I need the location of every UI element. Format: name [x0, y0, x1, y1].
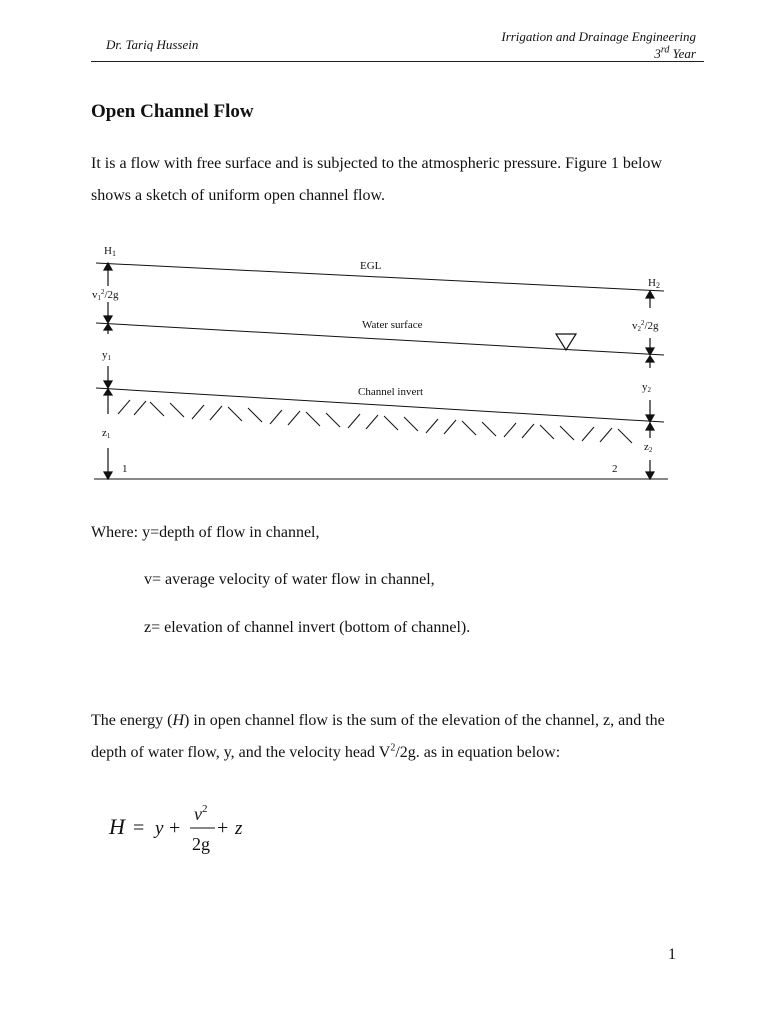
label-h2: H2: [648, 277, 660, 290]
eq-lhs: H: [109, 814, 125, 839]
eq-plus2: +: [217, 817, 229, 839]
label-h1: H1: [104, 245, 116, 258]
definition-v: v= average velocity of water flow in channel,: [144, 571, 435, 588]
label-z2: z2: [644, 441, 653, 454]
header-course-info: [501, 28, 696, 62]
header-course: Irrigation and Drainage Engineering: [501, 29, 696, 44]
label-v1-head: $v1^2/2g$: [92, 288, 119, 302]
eq-y: y: [155, 818, 164, 839]
label-y2: y2: [642, 381, 651, 394]
section-title: Open Channel Flow: [91, 101, 254, 122]
energy-equation: [107, 790, 267, 860]
eq-z: z: [235, 818, 243, 839]
eq-plus1: +: [169, 817, 181, 839]
label-z1: z1: [102, 427, 111, 440]
label-water-surface: Water surface: [362, 319, 423, 331]
definition-z: z= elevation of channel invert (bottom of channel).: [144, 619, 471, 636]
eq-equals: =: [133, 817, 145, 839]
label-egl: EGL: [360, 260, 382, 272]
label-channel-invert: Channel invert: [358, 386, 424, 398]
eq-denominator: 2g: [192, 834, 210, 854]
header-author: Dr. Tariq Hussein: [106, 37, 199, 52]
energy-paragraph: The energy (H) in open channel flow is the sum of the elevation of the channel, z, and the depth of water flow, y, and the velocity head $V^2/2g$. as in equation below:: [91, 712, 665, 761]
water-surface-symbol: [556, 334, 576, 350]
figure-svg: [88, 238, 676, 490]
open-channel-figure: [88, 238, 676, 490]
intro-paragraph: It is a flow with free surface and is subjected to the atmospheric pressure. Figure 1 below shows a sketch of uniform open channel flow.: [91, 155, 662, 204]
label-section-2: 2: [612, 463, 618, 475]
label-section-1: 1: [122, 463, 128, 475]
header-rule: [91, 61, 704, 62]
label-v2-head: $v2^2/2g$: [632, 319, 659, 333]
definition-y: Where: y=depth of flow in channel,: [91, 524, 320, 541]
equation-svg: [107, 790, 267, 860]
page-number: 1: [668, 946, 676, 963]
channel-bed-hatching: [118, 400, 632, 443]
label-y1: y1: [102, 349, 111, 362]
eq-numerator: $v^2$: [194, 803, 208, 824]
header-year: 3rd Year: [654, 44, 696, 61]
